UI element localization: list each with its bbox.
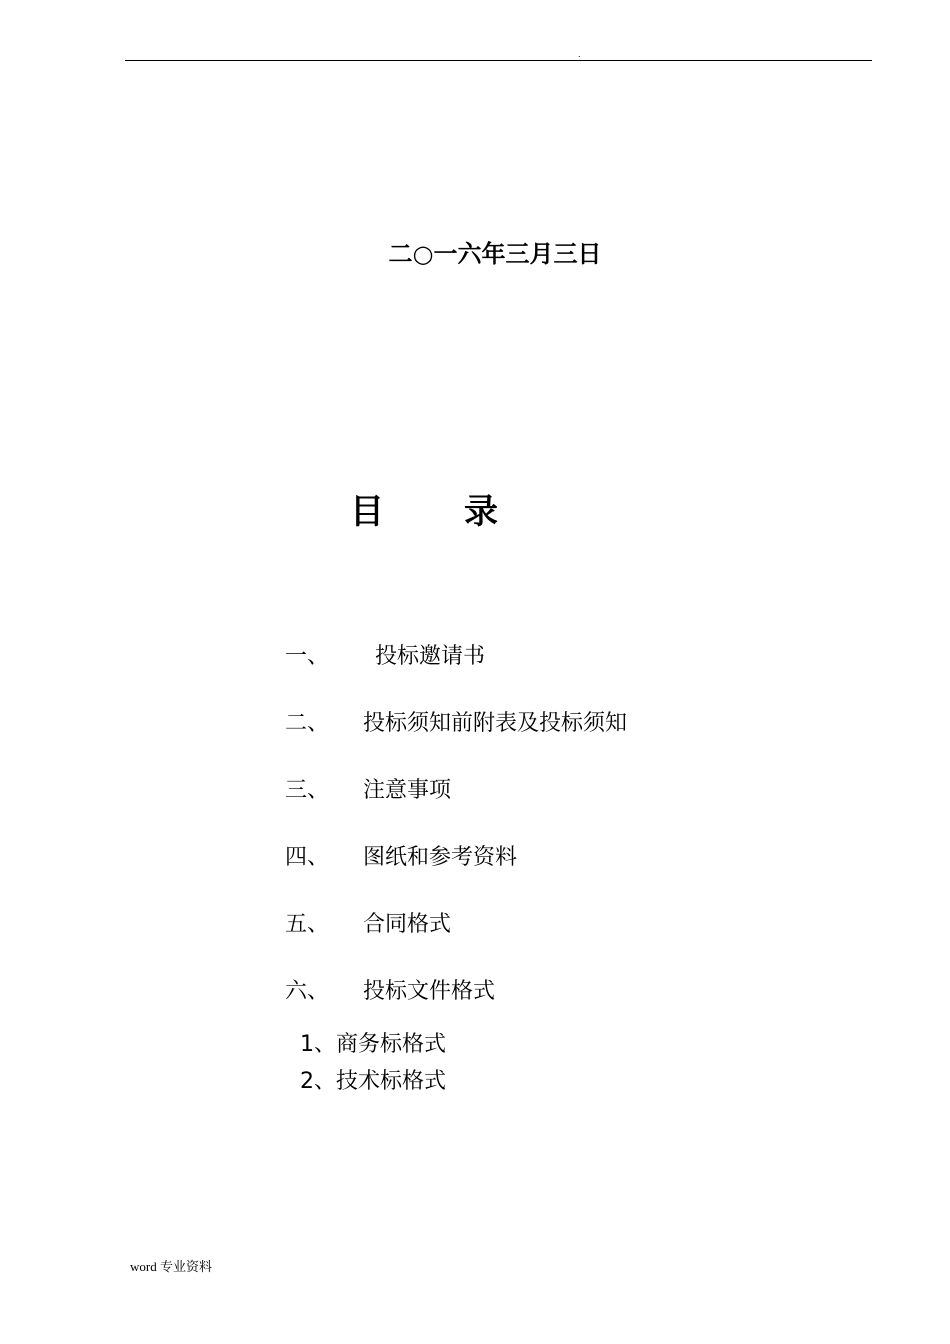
toc-item-label: 图纸和参考资料	[363, 845, 518, 870]
toc-item-3	[285, 776, 451, 806]
toc-sub-item-2: 2、技术标格式	[300, 1069, 446, 1094]
toc-item-label: 投标邀请书	[375, 644, 486, 669]
toc-item-label: 合同格式	[363, 912, 452, 937]
toc-item-1	[285, 642, 485, 672]
toc-item-number: 二、	[285, 711, 330, 736]
toc-title-char-1: 目	[350, 492, 384, 532]
toc-item-number: 三、	[285, 778, 330, 803]
toc-item-label: 注意事项	[363, 778, 452, 803]
toc-item-number: 六、	[285, 979, 330, 1004]
toc-item-number: 四、	[285, 845, 330, 870]
toc-sub-item-1: 1、商务标格式	[300, 1032, 446, 1057]
toc-title-char-2: 录	[464, 492, 498, 532]
toc-item-label: 投标文件格式	[363, 979, 496, 1004]
toc-title	[350, 490, 498, 534]
toc-item-number: 一、	[285, 644, 330, 669]
toc-item-number: 五、	[285, 912, 330, 937]
header-dot: .	[578, 50, 581, 59]
toc-item-6	[285, 977, 495, 1007]
toc-item-2	[285, 709, 627, 739]
header-rule	[125, 60, 872, 61]
cover-date: 二○一六年三月三日	[388, 240, 602, 268]
toc-item-4	[285, 843, 517, 873]
toc-item-label: 投标须知前附表及投标须知	[363, 711, 628, 736]
page-footer: word 专业资料	[130, 1259, 212, 1274]
toc-item-5	[285, 910, 451, 940]
